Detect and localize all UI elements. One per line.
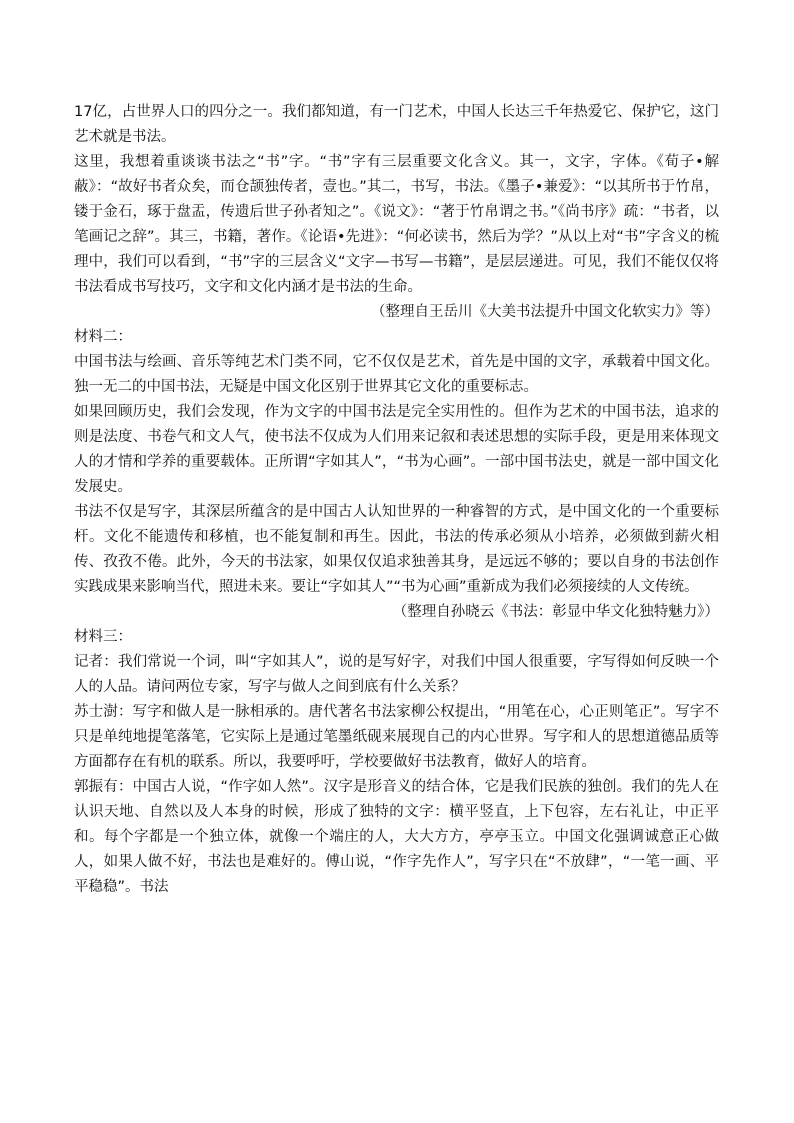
paragraph-reporter-question: 记者：我们常说一个词，叫“字如其人”，说的是写好字，对我们中国人很重要，字写得如何反映一个人的人品。请问两位专家，写字与做人之间到底有什么关系？ [74,654,719,695]
paragraph-inheritance: 书法不仅是写字，其深层所蕴含的是中国古人认知世界的一种睿智的方式，是中国文化的一个重要标杆。文化不能遗传和移植，也不能复制和再生。因此，书法的传承必须从小培养，必须做到薪火相传、孜孜不倦。此外，今天的书法家，如果仅仅追求独善其身，是远远不够的；要以自身的书法创作实践成果来影响当代，照进未来。要让“字如其人”“书为心画”重新成为我们必须接续的人文传统。 [74,504,719,595]
document-body [74,100,719,900]
source-citation-2: （整理自孙晓云《书法：彰显中华文化独特魅力》） [392,604,719,620]
source-citation-1: （整理自王岳川《大美书法提升中国文化软实力》等） [371,304,719,320]
section-heading-material-2: 材料二： [74,329,132,345]
paragraph-su-shishu: 苏士澍：写字和做人是一脉相承的。唐代著名书法家柳公权提出，“用笔在心，心正则笔正”。写字不只是单纯地提笔落笔，它实际上是通过笔墨纸砚来展现自己的内心世界。写字和人的思想道德品质等方面都存在有机的联系。所以，我要呼吁，学校要做好书法教育，做好人的培育。 [74,704,719,770]
paragraph-history: 如果回顾历史，我们会发现，作为文字的中国书法是完全实用性的。但作为艺术的中国书法，追求的则是法度、书卷气和文人气，使书法不仅成为人们用来记叙和表述思想的实际手段，更是用来体现文人的才情和学养的重要载体。正所谓“字如其人”，“书为心画”。一部中国书法史，就是一部中国文化发展史。 [74,404,719,495]
paragraph-calligraphy-unique: 中国书法与绘画、音乐等纯艺术门类不同，它不仅仅是艺术，首先是中国的文字，承载着中国文化。独一无二的中国书法，无疑是中国文化区别于世界其它文化的重要标志。 [74,354,719,395]
paragraph-guo-zhenyou: 郭振有：中国古人说，“作字如人然”。汉字是形音义的结合体，它是我们民族的独创。我们的先人在认识天地、自然以及人本身的时候，形成了独特的文字：横平竖直，上下包容，左右礼让，中正平和。每个字都是一个独立体，就像一个端庄的人，大大方方，亭亭玉立。中国文化强调诚意正心做人，如果人做不好，书法也是难好的。傅山说，“作字先作人”，写字只在“不放肆”，“一笔一画、平平稳稳”。书法 [74,779,719,895]
paragraph-shu-meaning: 这里，我想着重谈谈书法之“书”字。“书”字有三层重要文化含义。其一，文字，字体。《荀子•解蔽》：“故好书者众矣，而仓颉独传者，壹也。”其二，书写，书法。《墨子•兼爱》：“以其所书于竹帛，镂于金石，琢于盘盂，传遗后世子孙者知之”。《说文》：“著于竹帛谓之书。”《尚书序》疏：“书者，以笔画记之辞”。其三，书籍，著作。《论语•先进》：“何必读书，然后为学？”从以上对“书”字含义的梳理中，我们可以看到，“书”字的三层含义“文字—书写—书籍”，是层层递进。可见，我们不能仅仅将书法看成书写技巧，文字和文化内涵才是书法的生命。 [74,154,719,295]
section-heading-material-3: 材料三： [74,629,132,645]
paragraph-population: 17亿，占世界人口的四分之一。我们都知道，有一门艺术，中国人长达三千年热爱它、保护它，这门艺术就是书法。 [74,104,719,145]
